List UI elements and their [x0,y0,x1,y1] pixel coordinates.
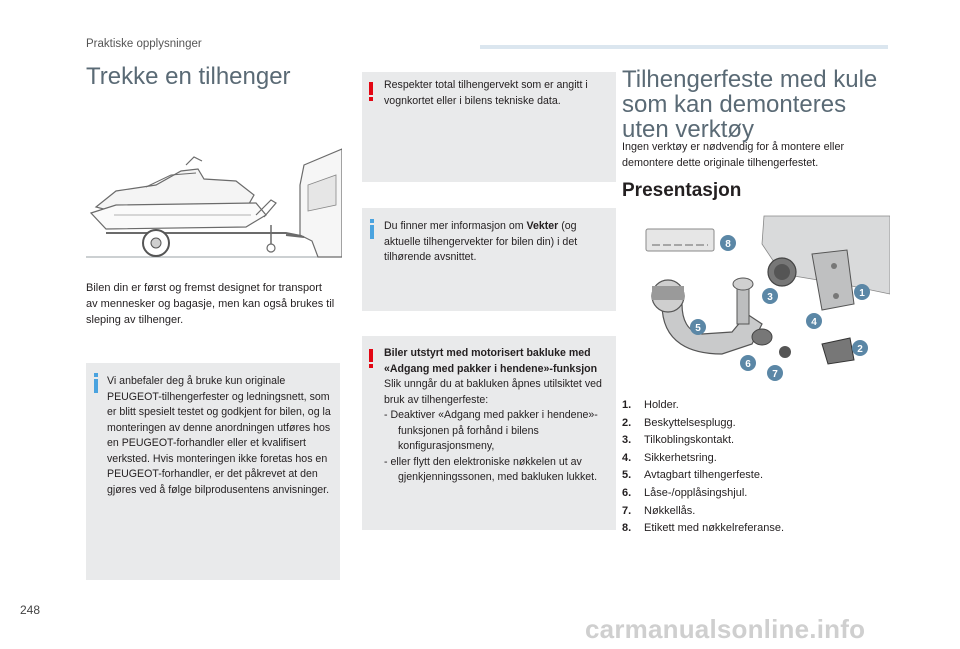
callout-7: 7 [772,369,778,380]
legend-item [622,520,892,538]
watermark[interactable]: carmanualsonline.info [585,614,866,644]
legend-text: Sikkerhetsring. [644,451,717,464]
warning-box-weight [362,72,616,182]
info-text-weights [384,219,612,266]
legend-text: Etikett med nøkkelreferanse. [644,522,785,535]
legend-item [622,450,892,468]
warning-box-tailgate [362,336,616,530]
legend-item [622,485,892,503]
legend-number: 5. [622,469,632,482]
callout-2: 2 [857,344,863,355]
warning-title-tailgate: Biler utstyrt med motorisert bakluke med «Adgang med pakker i hendene»-funksjon [384,347,598,375]
intro-text: Bilen din er først og fremst designet for transport av mennesker og bagasje, men kan også brukes til sleping av tilhenger. [86,282,335,326]
legend-number: 6. [622,486,632,499]
callout-5: 5 [695,323,701,334]
subsection-title: Presentasjon [622,180,742,201]
info-text-pre: Du finner mer informasjon om [384,220,527,232]
warning-icon [369,82,373,95]
legend-text: Avtagbart tilhengerfeste. [644,469,764,482]
legend-number: 2. [622,416,632,429]
callout-6: 6 [745,359,751,370]
section-title-towbar: Tilhengerfeste med kule som kan demonteres uten verktøy [622,66,878,143]
info-icon [94,379,98,393]
page-number: 248 [20,603,41,617]
callout-4: 4 [811,317,817,328]
info-box-original-parts [86,363,340,580]
info-text-post: (og aktuelle tilhengervekter for bilen din) i det tilhørende avsnittet. [384,220,578,263]
section-label: Praktiske opplysninger [86,38,202,50]
legend-number: 3. [622,434,632,447]
legend-number: 4. [622,451,632,464]
info-box-text: Vi anbefaler deg å bruke kun originale PEUGEOT-tilhengerfester og ledningsnett, som er blitt spesielt testet og godkjent for bilen, og la monteringen av denne anordningen utføres hos en PEUGEOT-forhandler eller et kvalifisert verksted. Hvis monteringen ikke foretas hos en PEUGEOT-forhandler, er det påkrevet at den gjøres ved å følge bilprodusentens anvisninger. [107,375,331,496]
legend-number: 7. [622,504,632,517]
legend-item [622,432,892,450]
legend-item [622,415,892,433]
warning-list-item: - Deaktiver «Adgang med pakker i hendene»-funksjonen på forhånd i bilens konfigurasjonsmeny, [384,409,598,452]
callout-8: 8 [725,239,731,250]
legend-text: Låse-/opplåsingshjul. [644,486,748,499]
warning-text-tailgate: Slik unngår du at bakluken åpnes utilsiktet ved bruk av tilhengerfeste: [384,378,602,406]
legend-text: Holder. [644,399,679,411]
trailer-illustration [86,145,342,260]
legend-number: 1. [622,399,632,411]
legend-item [622,467,892,485]
section-bar [480,45,888,49]
towbar-diagram [622,214,890,384]
info-text-link: Vekter [526,220,559,232]
legend-text: Nøkkellås. [644,504,696,517]
page-title: Trekke en tilhenger [86,63,291,90]
info-box-weights [362,208,616,311]
info-icon [370,225,374,239]
warning-icon [369,349,373,362]
callout-3: 3 [767,292,773,303]
callout-1: 1 [859,288,865,299]
legend-text: Beskyttelsesplugg. [644,416,736,429]
towbar-intro: Ingen verktøy er nødvendig for å montere eller demontere dette originale tilhengerfestet. [622,141,845,169]
legend-item [622,397,892,415]
legend-text: Tilkoblingskontakt. [644,434,735,447]
warning-content [384,346,612,486]
legend-item [622,503,892,521]
legend-list [622,397,892,538]
warning-text-weight: Respekter total tilhengervekt som er angitt i vognkortet eller i bilens tekniske data. [384,79,588,107]
warning-list-item: - eller flytt den elektroniske nøkkelen ut av gjenkjenningssonen, med bakluken lukket. [384,455,598,483]
legend-number: 8. [622,522,632,535]
